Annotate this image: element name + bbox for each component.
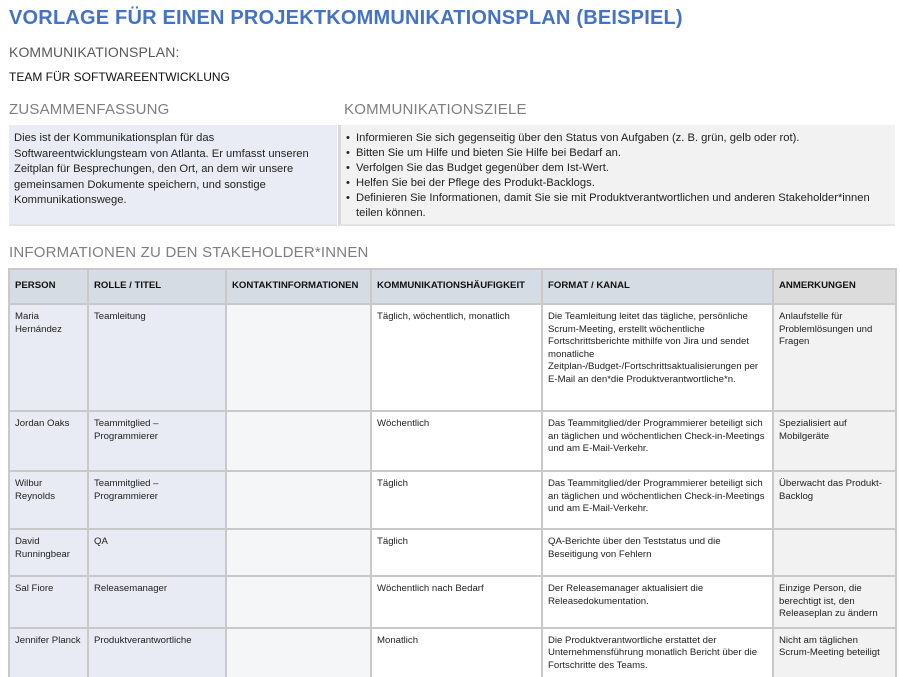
cell-role: Produktverantwortliche [88,628,226,677]
cell-notes: Nicht am täglichen Scrum-Meeting beteiligt [773,628,896,677]
goal-item: • Informieren Sie sich gegenseitig über den Status von Aufgaben (z. B. grün, gelb oder rot). [346,131,890,146]
column-header-format: FORMAT / KANAL [542,269,773,304]
cell-person: Jordan Oaks [9,411,88,471]
cell-role: Teamleitung [88,304,226,411]
table-row [9,304,896,411]
goals-list [338,125,895,226]
cell-format: Die Teamleitung leitet das tägliche, persönliche Scrum-Meeting, erstellt wöchentliche Fortschrittsberichte mithilfe von Jira und sendet monatliche Zeitplan-/Budget-/Fortschrittsaktualisierungen per E-Mail an den*die Produktverantwortliche*n. [542,304,773,411]
cell-contact [226,576,371,628]
cell-notes: Überwacht das Produkt-Backlog [773,471,896,529]
cell-frequency: Täglich [371,529,542,576]
column-header-person: PERSON [9,269,88,304]
cell-contact [226,471,371,529]
column-header-frequency: KOMMUNIKATIONSHÄUFIGKEIT [371,269,542,304]
cell-contact [226,529,371,576]
cell-role: Teammitglied – Programmierer [88,471,226,529]
table-row [9,628,896,677]
cell-notes: Einzige Person, die berechtigt ist, den Releaseplan zu ändern [773,576,896,628]
goal-item: • Verfolgen Sie das Budget gegenüber dem Ist-Wert. [346,161,890,176]
cell-notes: Spezialisiert auf Mobilgeräte [773,411,896,471]
cell-frequency: Wöchentlich nach Bedarf [371,576,542,628]
column-header-role: ROLLE / TITEL [88,269,226,304]
cell-person: Sal Fiore [9,576,88,628]
table-row [9,576,896,628]
cell-contact [226,411,371,471]
goal-item: • Helfen Sie bei der Pflege des Produkt-Backlogs. [346,176,890,191]
cell-person: Jennifer Planck [9,628,88,677]
cell-contact [226,304,371,411]
cell-frequency: Wöchentlich [371,411,542,471]
cell-role: QA [88,529,226,576]
table-row [9,411,896,471]
document-title: VORLAGE FÜR EINEN PROJEKTKOMMUNIKATIONSPLAN (BEISPIEL) [9,7,683,29]
cell-format: QA-Berichte über den Teststatus und die Beseitigung von Fehlern [542,529,773,576]
cell-format: Die Produktverantwortliche erstattet der Unternehmensführung monatlich Bericht über die Fortschritte des Teams. [542,628,773,677]
team-name: TEAM FÜR SOFTWAREENTWICKLUNG [9,70,230,84]
stakeholders-heading: INFORMATIONEN ZU DEN STAKEHOLDER*INNEN [9,244,369,261]
cell-person: Wilbur Reynolds [9,471,88,529]
cell-frequency: Monatlich [371,628,542,677]
cell-person: Maria Hernández [9,304,88,411]
cell-contact [226,628,371,677]
cell-role: Releasemanager [88,576,226,628]
cell-format: Das Teammitglied/der Programmierer beteiligt sich an täglichen und wöchentlichen Check-in-Meetings und am E-Mail-Verkehr. [542,471,773,529]
table-row [9,471,896,529]
table-row [9,529,896,576]
cell-notes [773,529,896,576]
cell-frequency: Täglich, wöchentlich, monatlich [371,304,542,411]
cell-notes: Anlaufstelle für Problemlösungen und Fragen [773,304,896,411]
cell-format: Das Teammitglied/der Programmierer beteiligt sich an täglichen und wöchentlichen Check-in-Meetings und am E-Mail-Verkehr. [542,411,773,471]
column-header-contact: KONTAKTINFORMATIONEN [226,269,371,304]
cell-role: Teammitglied – Programmierer [88,411,226,471]
plan-label: KOMMUNIKATIONSPLAN: [9,44,180,60]
goals-heading: KOMMUNIKATIONSZIELE [344,101,527,118]
cell-format: Der Releasemanager aktualisiert die Releasedokumentation. [542,576,773,628]
cell-frequency: Täglich [371,471,542,529]
goal-item: • Definieren Sie Informationen, damit Sie sie mit Produktverantwortlichen und anderen Stakeholder*innen teilen können. [346,191,890,221]
table-header-row [9,269,896,304]
cell-person: David Runningbear [9,529,88,576]
summary-heading: ZUSAMMENFASSUNG [9,101,170,118]
goal-item: • Bitten Sie um Hilfe und bieten Sie Hilfe bei Bedarf an. [346,146,890,161]
stakeholder-table [8,268,897,677]
summary-text: Dies ist der Kommunikationsplan für das Softwareentwicklungsteam von Atlanta. Er umfasst unseren Zeitplan für Besprechungen, den Ort, an dem wir unsere gemeinsamen Dokumente speichern, und sonstige Kommunikationswege. [9,125,337,226]
column-header-notes: ANMERKUNGEN [773,269,896,304]
